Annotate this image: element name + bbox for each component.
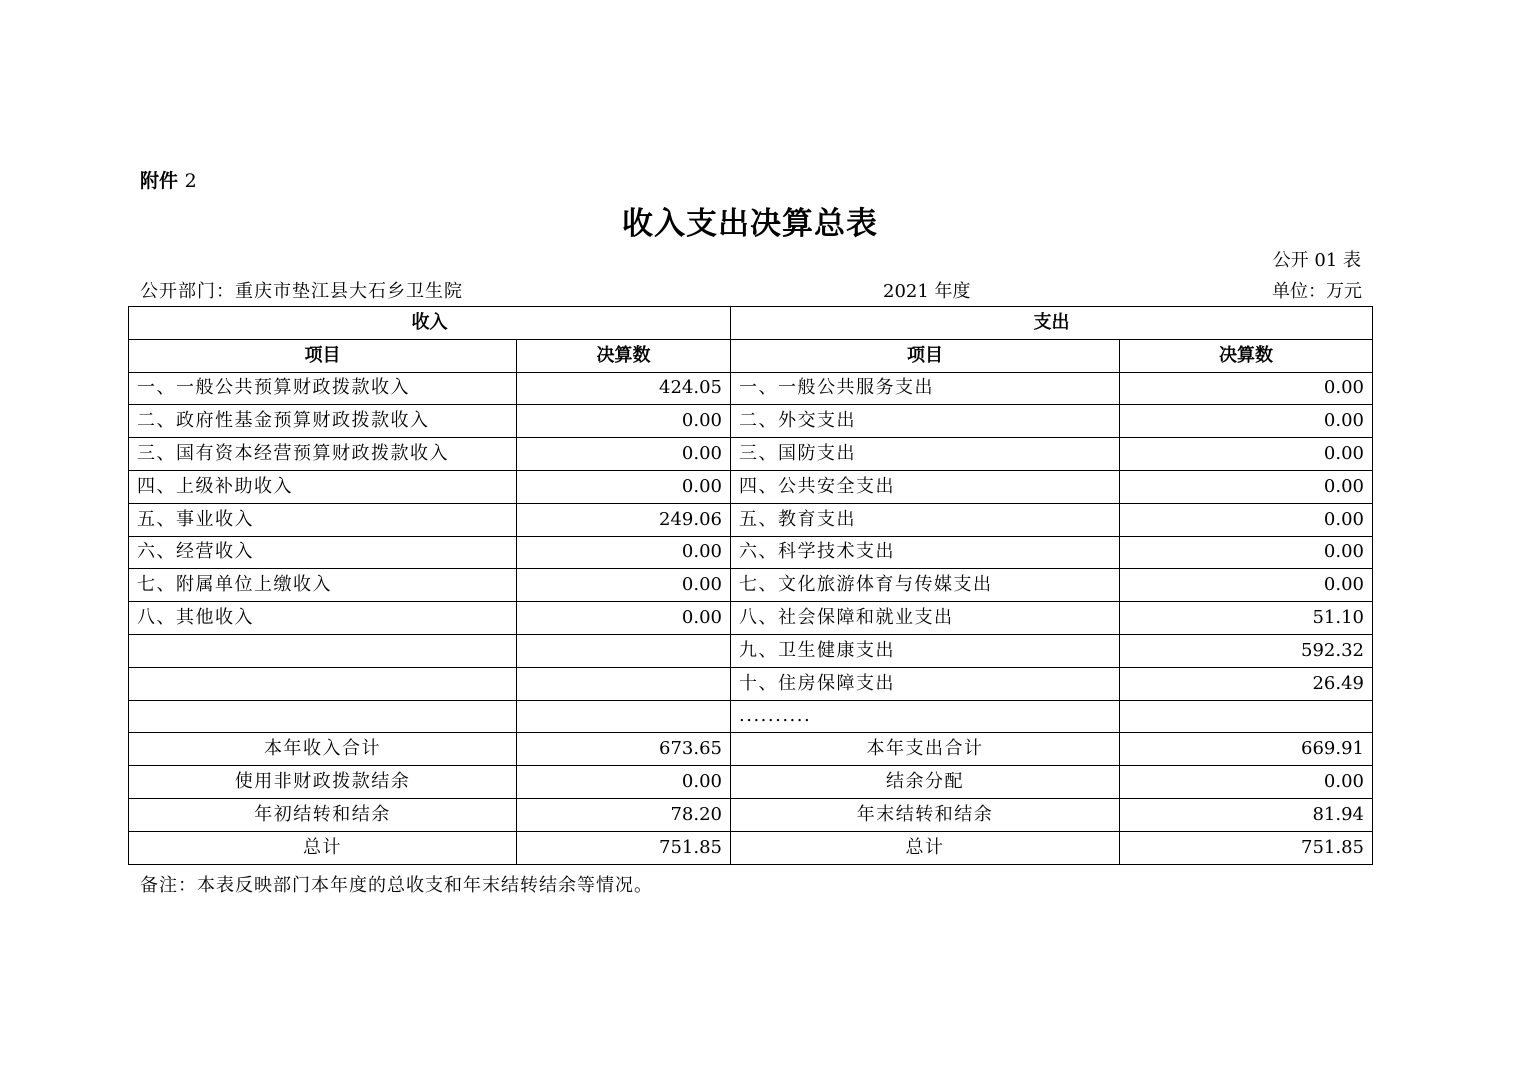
expense-item-cell: .......... xyxy=(731,700,1120,733)
expense-amount-cell: 0.00 xyxy=(1120,536,1373,569)
table-row xyxy=(129,536,1373,569)
expense-amount-cell: 0.00 xyxy=(1120,503,1373,536)
expense-item-cell: 五、教育支出 xyxy=(731,503,1120,536)
table-row xyxy=(129,602,1373,635)
expense-item-cell: 六、科学技术支出 xyxy=(731,536,1120,569)
income-item-cell: 使用非财政拨款结余 xyxy=(129,766,517,799)
expense-item-cell: 年末结转和结余 xyxy=(731,798,1120,831)
income-item-cell: 年初结转和结余 xyxy=(129,798,517,831)
expense-item-cell: 总计 xyxy=(731,831,1120,864)
expense-item-header: 项目 xyxy=(731,339,1120,372)
income-item-cell: 六、经营收入 xyxy=(129,536,517,569)
summary-row xyxy=(129,831,1373,864)
expense-amount-cell: 592.32 xyxy=(1120,634,1373,667)
expense-amount-cell: 0.00 xyxy=(1120,569,1373,602)
expense-item-cell: 三、国防支出 xyxy=(731,438,1120,471)
income-amount-cell xyxy=(517,634,731,667)
summary-row xyxy=(129,798,1373,831)
expense-amount-cell: 669.91 xyxy=(1120,733,1373,766)
expense-item-cell: 八、社会保障和就业支出 xyxy=(731,602,1120,635)
income-item-cell xyxy=(129,700,517,733)
income-item-cell: 三、国有资本经营预算财政拨款收入 xyxy=(129,438,517,471)
table-row xyxy=(129,634,1373,667)
expense-item-cell: 九、卫生健康支出 xyxy=(731,634,1120,667)
income-item-cell: 二、政府性基金预算财政拨款收入 xyxy=(129,405,517,438)
expense-amount-cell: 0.00 xyxy=(1120,405,1373,438)
income-amount-cell: 0.00 xyxy=(517,569,731,602)
income-amount-cell xyxy=(517,667,731,700)
expense-amount-header: 决算数 xyxy=(1120,339,1373,372)
income-amount-cell xyxy=(517,700,731,733)
income-item-cell: 一、一般公共预算财政拨款收入 xyxy=(129,372,517,405)
income-header: 收入 xyxy=(129,307,731,340)
page-title: 收入支出决算总表 xyxy=(622,206,878,242)
income-amount-cell: 0.00 xyxy=(517,470,731,503)
expense-amount-cell: 81.94 xyxy=(1120,798,1373,831)
budget-table xyxy=(128,306,1373,865)
table-row xyxy=(129,667,1373,700)
department-label: 公开部门：重庆市垫江县大石乡卫生院 xyxy=(140,281,463,302)
income-amount-cell: 0.00 xyxy=(517,766,731,799)
income-amount-cell: 0.00 xyxy=(517,536,731,569)
footnote: 备注：本表反映部门本年度的总收支和年末结转结余等情况。 xyxy=(140,875,653,896)
table-row xyxy=(129,569,1373,602)
table-row xyxy=(129,405,1373,438)
income-amount-cell: 0.00 xyxy=(517,438,731,471)
income-item-cell: 四、上级补助收入 xyxy=(129,470,517,503)
expense-amount-cell: 26.49 xyxy=(1120,667,1373,700)
income-amount-cell: 0.00 xyxy=(517,602,731,635)
income-item-cell: 五、事业收入 xyxy=(129,503,517,536)
expense-item-cell: 本年支出合计 xyxy=(731,733,1120,766)
income-item-cell: 八、其他收入 xyxy=(129,602,517,635)
expense-item-cell: 七、文化旅游体育与传媒支出 xyxy=(731,569,1120,602)
attachment-number: 2 xyxy=(184,170,197,192)
table-row xyxy=(129,372,1373,405)
income-item-cell: 七、附属单位上缴收入 xyxy=(129,569,517,602)
income-amount-cell: 424.05 xyxy=(517,372,731,405)
expense-amount-cell: 751.85 xyxy=(1120,831,1373,864)
expense-item-cell: 二、外交支出 xyxy=(731,405,1120,438)
expense-item-cell: 十、住房保障支出 xyxy=(731,667,1120,700)
table-row xyxy=(129,503,1373,536)
income-item-cell: 本年收入合计 xyxy=(129,733,517,766)
expense-amount-cell: 0.00 xyxy=(1120,438,1373,471)
income-amount-cell: 0.00 xyxy=(517,405,731,438)
fiscal-year: 2021 年度 xyxy=(883,281,971,302)
expense-item-cell: 结余分配 xyxy=(731,766,1120,799)
income-amount-cell: 78.20 xyxy=(517,798,731,831)
form-number: 公开 01 表 xyxy=(1272,250,1361,271)
income-item-cell: 总计 xyxy=(129,831,517,864)
expense-amount-cell: 0.00 xyxy=(1120,470,1373,503)
table-row xyxy=(129,700,1373,733)
budget-table-body xyxy=(129,307,1373,865)
attachment-text: 附件 xyxy=(140,170,179,192)
expense-amount-cell: 0.00 xyxy=(1120,766,1373,799)
summary-row xyxy=(129,733,1373,766)
expense-amount-cell xyxy=(1120,700,1373,733)
summary-row xyxy=(129,766,1373,799)
income-item-cell xyxy=(129,634,517,667)
section-header-row xyxy=(129,307,1373,340)
expense-item-cell: 四、公共安全支出 xyxy=(731,470,1120,503)
column-header-row xyxy=(129,339,1373,372)
meta-row xyxy=(140,277,1362,303)
income-item-header: 项目 xyxy=(129,339,517,372)
expense-header: 支出 xyxy=(731,307,1373,340)
income-amount-cell: 249.06 xyxy=(517,503,731,536)
income-item-cell xyxy=(129,667,517,700)
income-amount-cell: 751.85 xyxy=(517,831,731,864)
expense-amount-cell: 0.00 xyxy=(1120,372,1373,405)
unit-label: 单位：万元 xyxy=(1272,281,1362,302)
table-row xyxy=(129,438,1373,471)
table-row xyxy=(129,470,1373,503)
income-amount-cell: 673.65 xyxy=(517,733,731,766)
expense-amount-cell: 51.10 xyxy=(1120,602,1373,635)
expense-item-cell: 一、一般公共服务支出 xyxy=(731,372,1120,405)
attachment-label xyxy=(140,166,197,193)
income-amount-header: 决算数 xyxy=(517,339,731,372)
